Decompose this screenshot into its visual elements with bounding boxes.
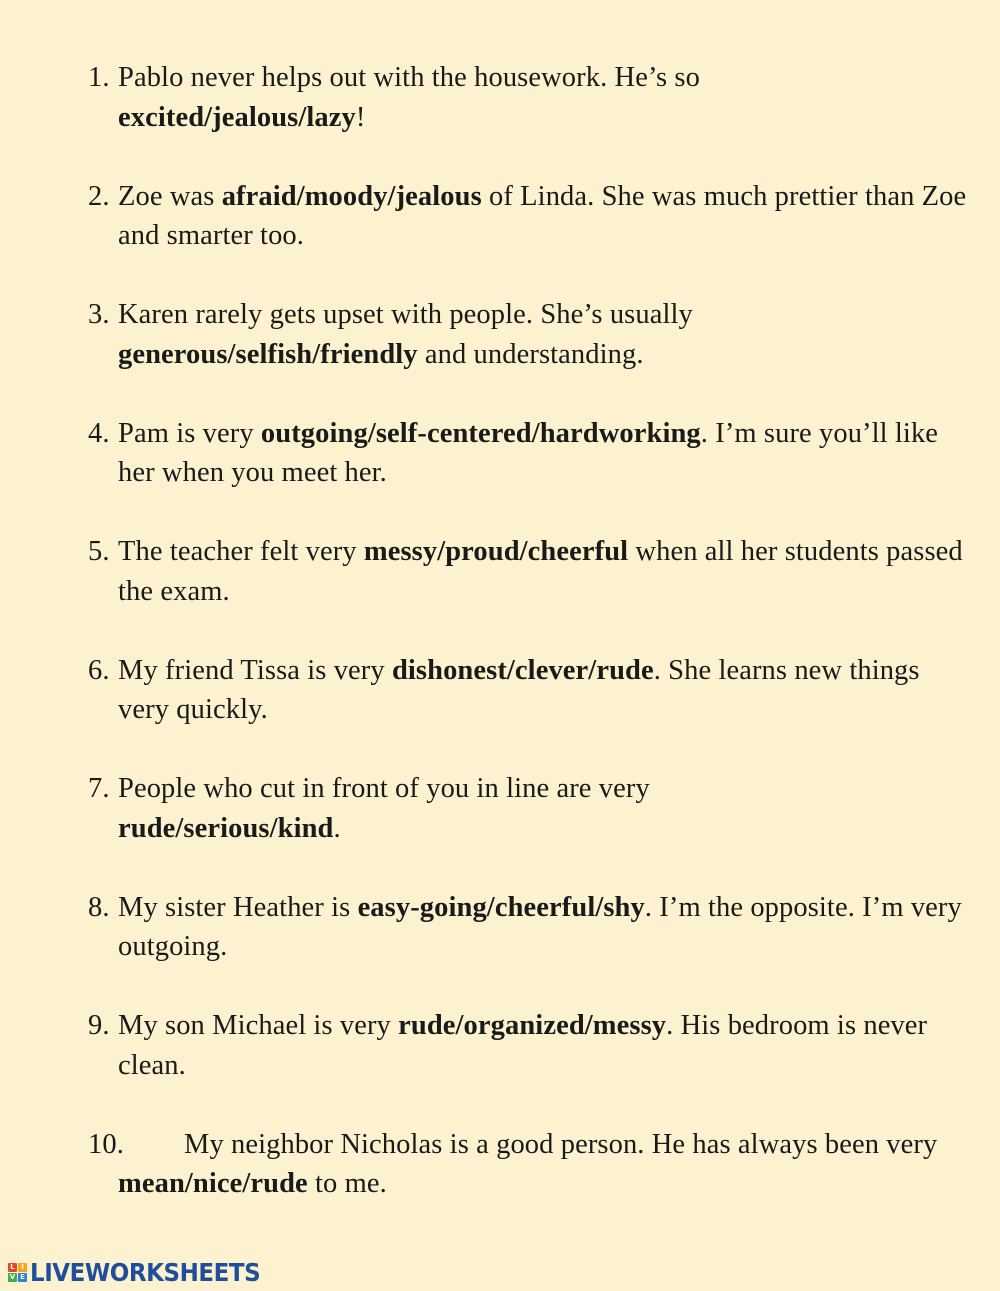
question-1 xyxy=(88,58,968,137)
answer-options[interactable]: easy-going/cheerful/shy xyxy=(357,891,645,923)
question-number: 10. xyxy=(88,1128,124,1160)
answer-options[interactable]: dishonest/clever/rude xyxy=(391,654,654,686)
question-9 xyxy=(88,1006,968,1085)
question-6 xyxy=(88,651,968,730)
liveworksheets-logo xyxy=(8,1258,280,1287)
question-text: My neighbor Nicholas is a good person. He has always been very xyxy=(184,1128,938,1160)
question-text: Zoe was xyxy=(118,180,222,212)
question-text-end: when all her students passed the exam. xyxy=(118,536,963,607)
logo-square-e: E xyxy=(18,1273,27,1282)
answer-options[interactable]: outgoing/self-centered/hardworking xyxy=(260,417,701,449)
question-text-end: . She learns new things very quickly. xyxy=(118,654,920,725)
question-text-end: . His bedroom is never clean. xyxy=(118,1010,928,1081)
question-2 xyxy=(88,177,968,256)
question-number: 8. xyxy=(88,891,110,923)
question-text: My sister Heather is xyxy=(118,891,358,923)
question-text: My son Michael is very xyxy=(118,1010,399,1041)
answer-options[interactable]: mean/nice/rude xyxy=(118,1168,308,1199)
answer-options[interactable]: generous/selfish/friendly xyxy=(118,338,418,370)
question-number: 9. xyxy=(88,1010,110,1041)
question-number: 5. xyxy=(88,536,110,567)
worksheet-body xyxy=(88,58,968,1243)
question-text: People who cut in front of you in line are very xyxy=(118,773,650,804)
question-text: Pam is very xyxy=(118,417,261,449)
question-3 xyxy=(88,295,968,374)
question-text: Karen rarely gets upset with people. She’s usually xyxy=(118,299,693,330)
logo-grid-icon xyxy=(8,1263,27,1282)
answer-options[interactable]: rude/serious/kind xyxy=(118,812,334,844)
logo-square-l: L xyxy=(8,1263,17,1272)
answer-options[interactable]: rude/organized/messy xyxy=(398,1010,667,1041)
question-5 xyxy=(88,532,968,611)
question-text: My friend Tissa is very xyxy=(118,654,392,686)
question-text-end: ! xyxy=(355,101,366,133)
question-number: 6. xyxy=(88,654,110,686)
question-number: 1. xyxy=(88,62,110,93)
question-text-end: . I’m sure you’ll like her when you meet her. xyxy=(118,417,939,488)
brand-name: LIVEWORKSHEETS xyxy=(30,1258,261,1287)
question-text: The teacher felt very xyxy=(118,536,364,567)
answer-options[interactable]: messy/proud/cheerful xyxy=(363,536,629,567)
question-4 xyxy=(88,414,968,493)
question-number: 2. xyxy=(88,180,110,212)
question-text-end: . I’m the opposite. I’m very outgoing. xyxy=(118,891,962,962)
question-text-end: and understanding. xyxy=(417,338,644,370)
question-10 xyxy=(88,1125,968,1204)
logo-square-v: V xyxy=(9,1273,16,1281)
question-number: 4. xyxy=(88,417,110,449)
question-8 xyxy=(88,888,968,967)
question-number: 7. xyxy=(88,773,110,804)
question-text: Pablo never helps out with the housework. He’s so xyxy=(118,62,700,93)
question-text-end: of Linda. She was much prettier than Zoe and smarter too. xyxy=(118,180,967,251)
answer-options[interactable]: afraid/moody/jealous xyxy=(221,180,482,212)
logo-square-i: I xyxy=(18,1263,27,1272)
question-7 xyxy=(88,769,968,848)
answer-options[interactable]: excited/jealous/lazy xyxy=(118,101,356,133)
question-text-end: . xyxy=(333,812,341,844)
question-number: 3. xyxy=(88,299,110,330)
question-text-end: to me. xyxy=(307,1168,387,1199)
